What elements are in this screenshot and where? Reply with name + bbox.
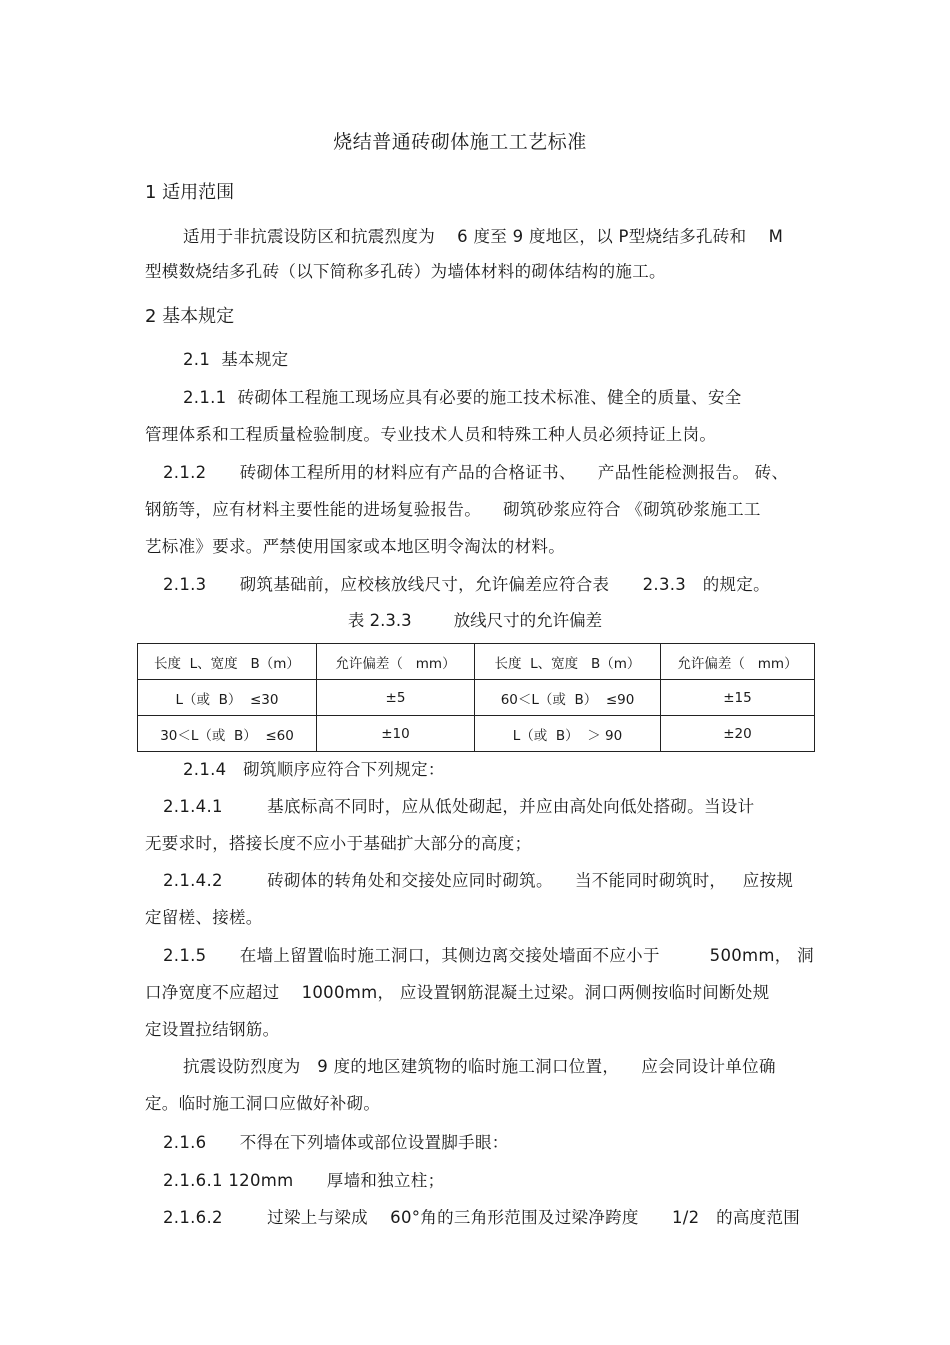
clause-2-1-4-2-line-2: 定留槎、接槎。 <box>145 908 263 927</box>
table-row <box>138 716 815 752</box>
seismic-note-line-1: 抗震设防烈度为 9 度的地区建筑物的临时施工洞口位置， 应会同设计单位确 <box>183 1057 776 1076</box>
table-cell: L（或 B） ≤30 <box>138 680 317 716</box>
clause-2-1-1-line-2: 管理体系和工程质量检验制度。专业技术人员和特殊工种人员必须持证上岗。 <box>145 425 717 444</box>
document-title: 烧结普通砖砌体施工工艺标准 <box>333 131 587 153</box>
table-header-cell: 允许偏差（ mm） <box>661 644 815 680</box>
clause-2-1-5-line-2: 口净宽度不应超过 1000mm， 应设置钢筋混凝土过梁。洞口两侧按临时间断处规 <box>145 983 770 1002</box>
clause-2-1-4-1-line-2: 无要求时，搭接长度不应小于基础扩大部分的高度； <box>145 834 532 853</box>
table-caption: 表 2.3.3 放线尺寸的允许偏差 <box>347 611 603 630</box>
clause-2-1-4: 2.1.4 砌筑顺序应符合下列规定： <box>183 760 445 779</box>
clause-2-1-6-1: 2.1.6.1 120mm 厚墙和独立柱； <box>163 1171 445 1190</box>
table-cell: ±15 <box>661 680 815 716</box>
section-2-heading: 2 基本规定 <box>145 306 235 327</box>
clause-2-1-2-line-3: 艺标准》要求。严禁使用国家或本地区明令淘汰的材料。 <box>145 537 565 556</box>
clause-2-1-5-line-1: 2.1.5 在墙上留置临时施工洞口，其侧边离交接处墙面不应小于 500mm， 洞 <box>163 946 814 965</box>
table-header-cell: 长度 L、宽度 B（m） <box>138 644 317 680</box>
table-row <box>138 680 815 716</box>
clause-2-1-2-line-1: 2.1.2 砖砌体工程所用的材料应有产品的合格证书、 产品性能检测报告。 砖、 <box>163 463 789 482</box>
table-cell: 60＜L（或 B） ≤90 <box>475 680 661 716</box>
table-header-cell: 长度 L、宽度 B（m） <box>475 644 661 680</box>
section-1-heading: 1 适用范围 <box>145 182 235 203</box>
table-cell: ±5 <box>317 680 475 716</box>
clause-2-1-5-line-3: 定设置拉结钢筋。 <box>145 1020 280 1039</box>
clause-2-1-4-1-line-1: 2.1.4.1 基底标高不同时，应从低处砌起，并应由高处向低处搭砌。当设计 <box>163 797 755 816</box>
table-cell: L（或 B） ＞ 90 <box>475 716 661 752</box>
clause-2-1-3: 2.1.3 砌筑基础前，应校核放线尺寸，允许偏差应符合表 2.3.3 的规定。 <box>163 575 770 594</box>
clause-2-1: 2.1 基本规定 <box>183 350 289 369</box>
table-cell: ±20 <box>661 716 815 752</box>
table-cell: 30＜L（或 B） ≤60 <box>138 716 317 752</box>
tolerance-table <box>137 643 815 752</box>
clause-2-1-6: 2.1.6 不得在下列墙体或部位设置脚手眼： <box>163 1133 509 1152</box>
table-header-row <box>138 644 815 680</box>
table-cell: ±10 <box>317 716 475 752</box>
section-1-paragraph-line-1: 适用于非抗震设防区和抗震烈度为 6 度至 9 度地区，以 P型烧结多孔砖和 M <box>183 227 784 246</box>
clause-2-1-6-2: 2.1.6.2 过梁上与梁成 60°角的三角形范围及过梁净跨度 1/2 的高度范围 <box>163 1208 801 1227</box>
clause-2-1-2-line-2: 钢筋等，应有材料主要性能的进场复验报告。 砌筑砂浆应符合 《砌筑砂浆施工工 <box>145 500 761 519</box>
table-header-cell: 允许偏差（ mm） <box>317 644 475 680</box>
section-1-paragraph-line-2: 型模数烧结多孔砖（以下简称多孔砖）为墙体材料的砌体结构的施工。 <box>145 262 666 281</box>
seismic-note-line-2: 定。临时施工洞口应做好补砌。 <box>145 1094 381 1113</box>
clause-2-1-4-2-line-1: 2.1.4.2 砖砌体的转角处和交接处应同时砌筑。 当不能同时砌筑时， 应按规 <box>163 871 794 890</box>
clause-2-1-1-line-1: 2.1.1 砖砌体工程施工现场应具有必要的施工技术标准、健全的质量、安全 <box>183 388 742 407</box>
